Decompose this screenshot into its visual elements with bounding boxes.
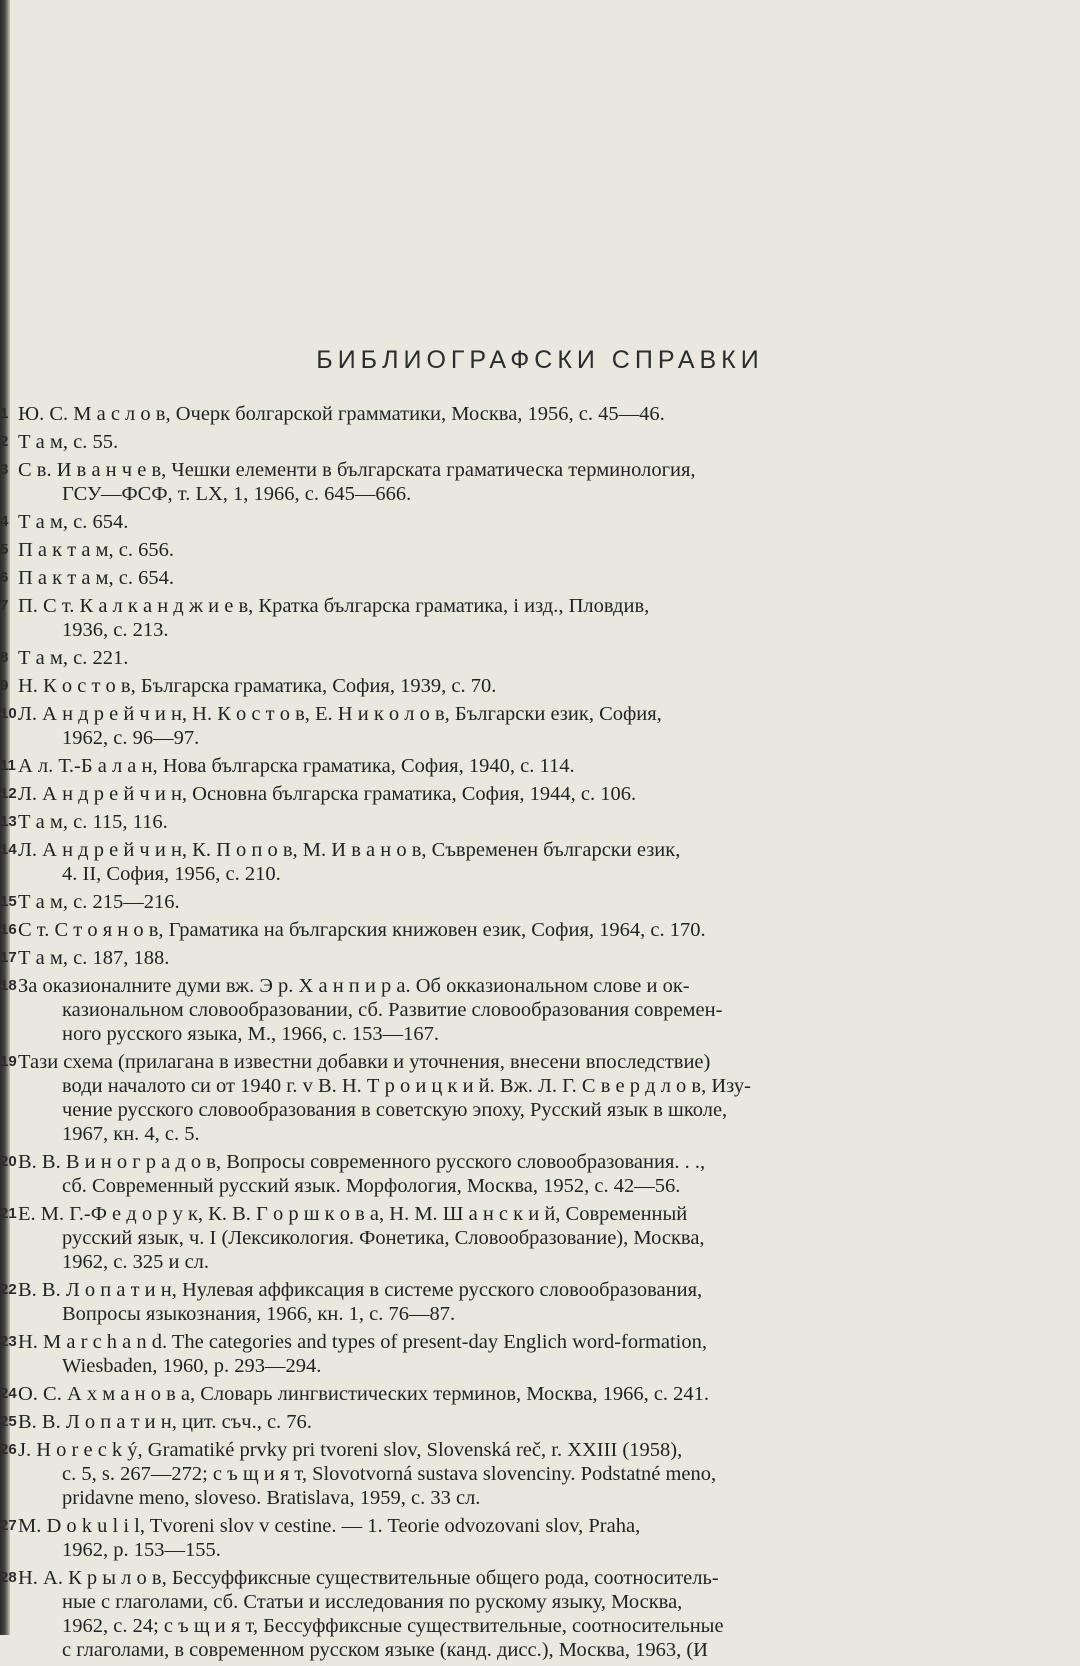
entry-continuation: 1967, кн. 4, с. 5. bbox=[62, 1123, 200, 1145]
entry-text: Н. К о с т о в, Българска граматика, София, 1939, с. 70. bbox=[18, 675, 497, 697]
entry-continuation: ГСУ—ФСФ, т. LX, 1, 1966, с. 645—666. bbox=[62, 483, 412, 505]
page-title: БИБЛИОГРАФСКИ СПРАВКИ bbox=[316, 346, 764, 374]
entry-continuation: c. 5, s. 267—272; с ъ щ и я т, Slovotvorná sustava slovenciny. Podstatné meno, bbox=[62, 1463, 717, 1485]
entry-continuation: ные с глаголами, сб. Статьи и исследования по рускому языку, Москва, bbox=[62, 1591, 683, 1613]
entry-continuation: Wiesbaden, 1960, p. 293—294. bbox=[62, 1355, 322, 1377]
entry-number: 15 bbox=[0, 893, 17, 910]
entry-number: 23 bbox=[0, 1333, 17, 1350]
entry-number: 7 bbox=[0, 597, 9, 614]
entry-text: Л. А н д р е й ч и н, Основна българска граматика, София, 1944, с. 106. bbox=[18, 783, 637, 805]
entry-text: Е. М. Г.-Ф е д о р у к, К. В. Г о р ш к о в а, Н. М. Ш а н с к и й, Современный bbox=[18, 1203, 688, 1225]
entry-continuation: с глаголами, в современном русском языке (канд. дисс.), Москва, 1963, (И bbox=[62, 1639, 708, 1661]
entry-text: В. В. Л о п а т и н, Нулевая аффиксация в системе русского словообразования, bbox=[18, 1279, 703, 1301]
bibliography-entry bbox=[0, 1202, 1080, 1274]
entry-number: 27 bbox=[0, 1517, 17, 1534]
bibliography-entry bbox=[0, 430, 1080, 454]
entry-text: Т а м, с. 55. bbox=[18, 431, 119, 453]
entry-number: 26 bbox=[0, 1441, 17, 1458]
bibliography-entry bbox=[0, 946, 1080, 970]
entry-number: 8 bbox=[0, 649, 9, 666]
entry-text: J. H o r e c k ý, Gramatiké prvky pri tvoreni slov, Slovenská reč, r. XXIII (1958), bbox=[18, 1439, 683, 1461]
entry-continuation: води началото си от 1940 г. v В. Н. Т р о и ц к и й. Вж. Л. Г. С в е р д л о в, Изу- bbox=[62, 1075, 751, 1097]
entry-text: В. В. В и н о г р а д о в, Вопросы современного русского словообразования. . ., bbox=[18, 1151, 706, 1173]
entry-number: 20 bbox=[0, 1153, 17, 1170]
entry-text: Т а м, с. 115, 116. bbox=[18, 811, 168, 833]
entry-text: Т а м, с. 187, 188. bbox=[18, 947, 170, 969]
entry-number: 3 bbox=[0, 461, 9, 478]
entry-text: Т а м, с. 654. bbox=[18, 511, 129, 533]
entry-text: Т а м, с. 221. bbox=[18, 647, 129, 669]
bibliography-entry bbox=[0, 402, 1080, 426]
bibliography-entry bbox=[0, 510, 1080, 534]
entry-continuation: казиональном словообразовании, сб. Развитие словообразования современ- bbox=[62, 999, 723, 1021]
entry-number: 25 bbox=[0, 1413, 17, 1430]
bibliography-list bbox=[0, 402, 1080, 1666]
entry-continuation: русский язык, ч. I (Лексикология. Фонетика, Словообразование), Москва, bbox=[62, 1227, 705, 1249]
bibliography-entry bbox=[0, 674, 1080, 698]
entry-text: M. D o k u l i l, Tvoreni slov v cestine. — 1. Teorie odvozovani slov, Praha, bbox=[18, 1515, 641, 1537]
bibliography-entry bbox=[0, 754, 1080, 778]
entry-number: 1 bbox=[0, 405, 9, 422]
entry-number: 9 bbox=[0, 677, 9, 694]
bibliography-entry bbox=[0, 1438, 1080, 1510]
entry-number: 17 bbox=[0, 949, 17, 966]
entry-text: С в. И в а н ч е в, Чешки елементи в българската граматическа терминология, bbox=[18, 459, 696, 481]
entry-number: 14 bbox=[0, 841, 17, 858]
entry-number: 12 bbox=[0, 785, 17, 802]
entry-number: 4 bbox=[0, 513, 9, 530]
entry-text: H. M a r c h a n d. The categories and types of present-day Englich word-formation, bbox=[18, 1331, 708, 1353]
entry-text: Т а м, с. 215—216. bbox=[18, 891, 180, 913]
bibliography-entry bbox=[0, 1278, 1080, 1326]
bibliography-entry bbox=[0, 646, 1080, 670]
entry-text: Л. А н д р е й ч и н, Н. К о с т о в, Е. Н и к о л о в, Български език, София, bbox=[18, 703, 662, 725]
bibliography-entry bbox=[0, 538, 1080, 562]
entry-continuation: ного русского языка, М., 1966, с. 153—167. bbox=[62, 1023, 439, 1045]
entry-continuation: 4. II, София, 1956, с. 210. bbox=[62, 863, 281, 885]
entry-text: За оказионалните думи вж. Э р. Х а н п и р а. Об окказиональном слове и ок- bbox=[18, 975, 690, 997]
entry-text: Н. А. К р ы л о в, Бессуффиксные существительные общего рода, соотноситель- bbox=[18, 1567, 719, 1589]
bibliography-entry bbox=[0, 1050, 1080, 1146]
bibliography-entry bbox=[0, 702, 1080, 750]
entry-number: 22 bbox=[0, 1281, 17, 1298]
entry-continuation: 1962, с. 24; с ъ щ и я т, Бессуффиксные существительные, соотносительные bbox=[62, 1615, 724, 1637]
entry-text: А л. Т.-Б а л а н, Нова българска граматика, София, 1940, с. 114. bbox=[18, 755, 575, 777]
entry-number: 21 bbox=[0, 1205, 17, 1222]
entry-number: 5 bbox=[0, 541, 9, 558]
bibliography-entry bbox=[0, 594, 1080, 642]
bibliography-entry bbox=[0, 838, 1080, 886]
entry-text: Л. А н д р е й ч и н, К. П о п о в, М. И в а н о в, Съвременен български език, bbox=[18, 839, 681, 861]
entry-continuation: 1962, p. 153—155. bbox=[62, 1539, 221, 1561]
bibliography-entry bbox=[0, 1382, 1080, 1406]
bibliography-entry bbox=[0, 918, 1080, 942]
entry-number: 19 bbox=[0, 1053, 17, 1070]
entry-continuation: Вопросы языкознания, 1966, кн. 1, с. 76—87. bbox=[62, 1303, 456, 1325]
entry-number: 10 bbox=[0, 705, 17, 722]
entry-continuation: pridavne meno, sloveso. Bratislava, 1959, с. 33 сл. bbox=[62, 1487, 481, 1509]
bibliography-entry bbox=[0, 974, 1080, 1046]
bibliography-entry bbox=[0, 1410, 1080, 1434]
entry-continuation: 1962, с. 96—97. bbox=[62, 727, 200, 749]
bibliography-entry bbox=[0, 1566, 1080, 1662]
entry-number: 6 bbox=[0, 569, 9, 586]
entry-continuation: сб. Современный русский язык. Морфология, Москва, 1952, с. 42—56. bbox=[62, 1175, 681, 1197]
entry-number: 13 bbox=[0, 813, 17, 830]
entry-text: Тази схема (прилагана в известни добавки и уточнения, внесени впоследствие) bbox=[18, 1051, 711, 1073]
entry-number: 2 bbox=[0, 433, 9, 450]
entry-number: 24 bbox=[0, 1385, 17, 1402]
entry-text: С т. С т о я н о в, Граматика на българския книжовен език, София, 1964, с. 170. bbox=[18, 919, 706, 941]
entry-text: П. С т. К а л к а н д ж и е в, Кратка българска граматика, і изд., Пловдив, bbox=[18, 595, 650, 617]
bibliography-entry bbox=[0, 566, 1080, 590]
entry-number: 28 bbox=[0, 1569, 17, 1586]
entry-continuation: 1962, с. 325 и сл. bbox=[62, 1251, 210, 1273]
entry-text: Ю. С. М а с л о в, Очерк болгарской грамматики, Москва, 1956, с. 45—46. bbox=[18, 403, 665, 425]
entry-number: 16 bbox=[0, 921, 17, 938]
entry-number: 11 bbox=[0, 757, 16, 774]
entry-number: 18 bbox=[0, 977, 17, 994]
entry-continuation: чение русского словообразования в советскую эпоху, Русский язык в школе, bbox=[62, 1099, 728, 1121]
bibliography-entry bbox=[0, 782, 1080, 806]
entry-text: О. С. А х м а н о в а, Словарь лингвистических терминов, Москва, 1966, с. 241. bbox=[18, 1383, 710, 1405]
bibliography-entry bbox=[0, 810, 1080, 834]
bibliography-entry bbox=[0, 458, 1080, 506]
bibliography-entry bbox=[0, 1330, 1080, 1378]
entry-text: П а к т а м, с. 654. bbox=[18, 567, 174, 589]
bibliography-entry bbox=[0, 1514, 1080, 1562]
entry-text: В. В. Л о п а т и н, цит. съч., с. 76. bbox=[18, 1411, 312, 1433]
entry-continuation: 1936, с. 213. bbox=[62, 619, 169, 641]
entry-text: П а к т а м, с. 656. bbox=[18, 539, 174, 561]
bibliography-entry bbox=[0, 890, 1080, 914]
bibliography-entry bbox=[0, 1150, 1080, 1198]
